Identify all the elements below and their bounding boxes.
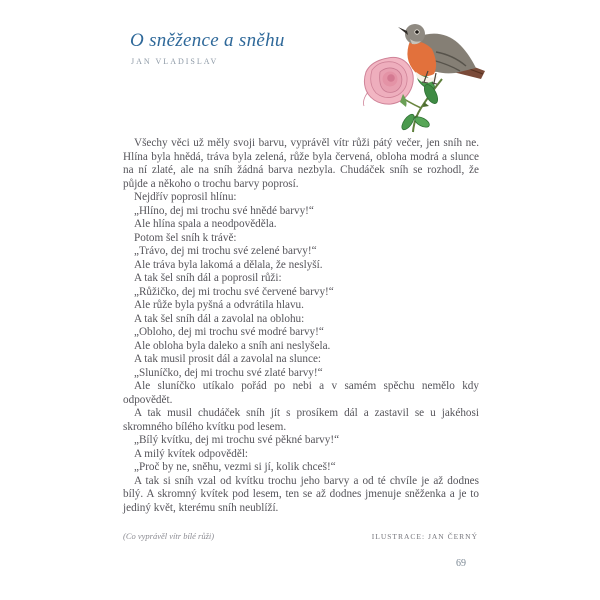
story-paragraph: Ale sluníčko utíkalo pořád po nebi a v samém spěchu nemělo kdy odpovědět. [123,380,479,406]
bird-rose-illustration [358,22,490,135]
story-paragraph: „Bílý kvítku, dej mi trochu své pěkné barvy!“ [134,434,340,446]
story-paragraph: A tak musil prosit dál a zavolal na slunce: [134,353,322,365]
story-paragraph: „Sluníčko, dej mi trochu své zlaté barvy!“ [134,366,323,379]
story-paragraph: Potom šel sníh k trávě: [134,231,237,244]
rose-icon [364,57,414,107]
story-paragraph: A tak šel sníh dál a poprosil růži: [134,272,282,284]
story-paragraph: Nejdřív poprosil hlínu: [134,191,237,203]
story-paragraph: „Obloho, dej mi trochu své modré barvy!“ [134,326,324,338]
illustrator-credit: ILUSTRACE: JAN ČERNÝ [371,532,478,541]
story-paragraph: A tak šel sníh dál a zavolal na oblohu: [134,312,305,325]
story-paragraph: A tak si sníh vzal od kvítku trochu jeho barvy a od té chvíle je až dodnes bílý. A skromný kvítek pod lesem, ten se až dodnes jmenuje sněženka a je to jediný květ, kterému sníh neublíží. [123,474,479,514]
story-paragraph: Ale tráva byla lakomá a dělala, že neslyší. [134,258,323,271]
story-paragraph: A tak musil chudáček sníh jít s prosíkem dál a zastavil se u jakéhosi skromného bílého kvítku pod lesem. [123,407,479,433]
story-body [123,137,479,515]
story-paragraph: Ale hlína spala a neodpověděla. [134,218,277,230]
story-paragraph: A milý kvítek odpověděl: [134,447,249,460]
story-paragraph: Ale růže byla pyšná a odvrátila hlavu. [134,299,304,311]
story-author: JAN VLADISLAV [131,57,219,66]
page-title: O sněžence a sněhu [130,30,285,51]
story-paragraph: „Hlíno, dej mi trochu své hnědé barvy!“ [134,204,314,217]
story-source-note: (Co vyprávěl vítr bílé růži) [123,531,215,541]
story-paragraph: „Trávo, dej mi trochu své zelené barvy!“ [134,245,317,257]
story-paragraph: Ale obloha byla daleko a sníh ani neslyšela. [134,339,331,352]
story-paragraph: Všechy věci už měly svoji barvu, vyprávěl vítr růži pátý večer, jen sníh ne. Hlína byla hnědá, tráva byla zelená, růže byla červená, obloha modrá a slunce na ní zlaté, ale na sníh žádná barva nezbyla. Chudáček sníh se rozhodl, že půjde a někoho o trochu barvy poprosí. [123,137,479,190]
page-number: 69 [456,558,466,569]
story-paragraph: „Růžičko, dej mi trochu své červené barvy!“ [134,285,334,298]
story-paragraph: „Proč by ne, sněhu, vezmi si jí, kolik chceš!“ [134,461,336,473]
